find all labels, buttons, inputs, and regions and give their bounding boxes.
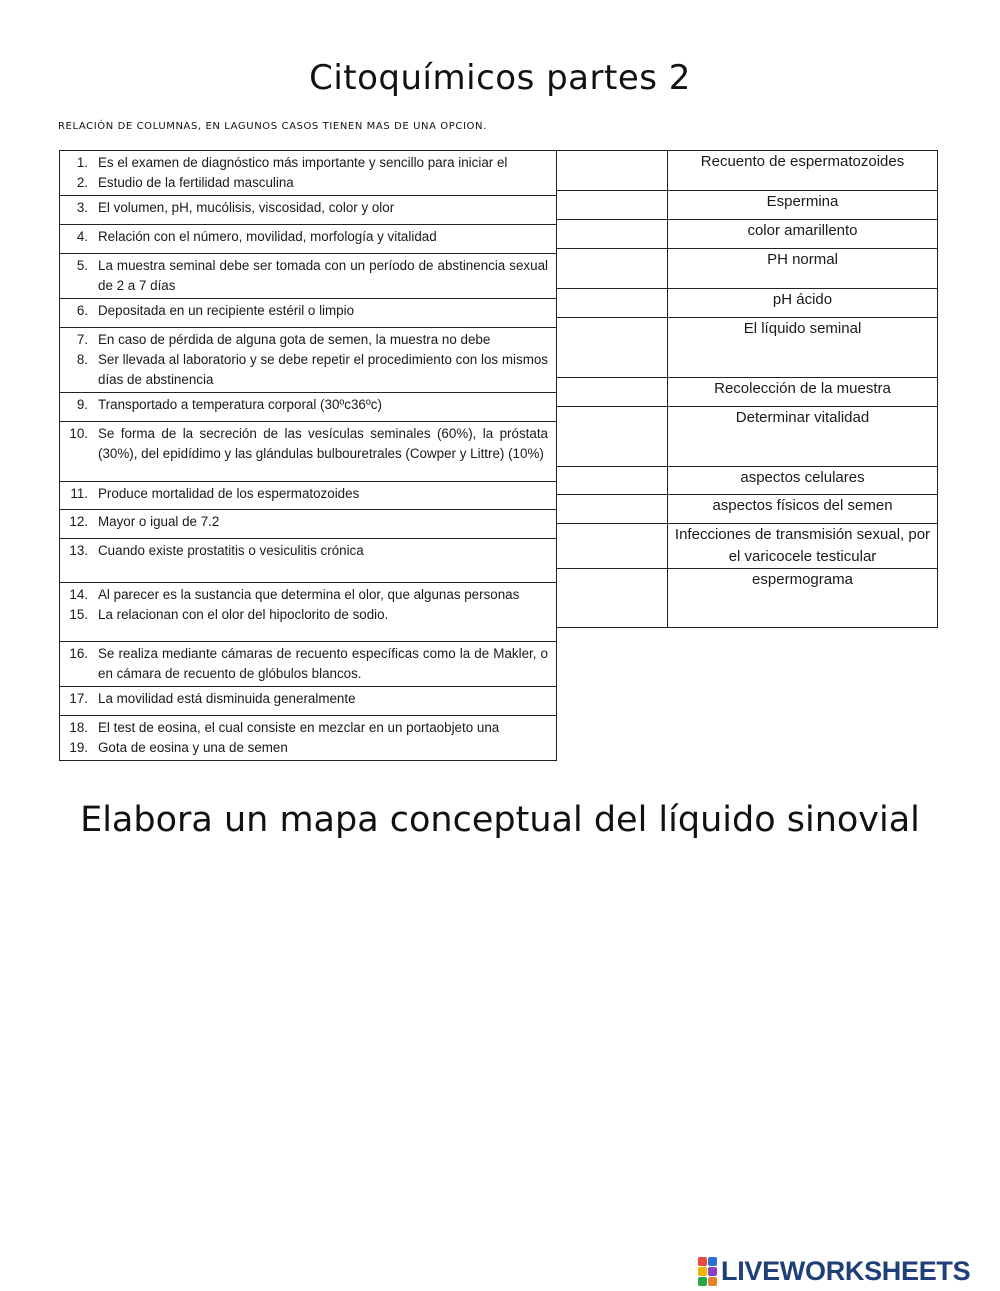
question-item xyxy=(60,738,548,758)
question-row xyxy=(60,482,557,510)
question-cell xyxy=(60,254,557,299)
answer-input-cell[interactable] xyxy=(557,249,668,289)
question-text: Produce mortalidad de los espermatozoides xyxy=(98,486,360,501)
question-cell xyxy=(60,539,557,583)
answer-option: Recuento de espermatozoides xyxy=(668,151,938,191)
question-text: El volumen, pH, mucólisis, viscosidad, color y olor xyxy=(98,200,395,215)
answer-input-cell[interactable] xyxy=(557,407,668,467)
answer-input-cell[interactable] xyxy=(557,495,668,524)
question-item xyxy=(60,585,548,605)
question-cell xyxy=(60,393,557,422)
answer-row xyxy=(557,249,938,289)
answer-option: color amarillento xyxy=(668,220,938,249)
question-number: 5. xyxy=(76,258,88,273)
question-row xyxy=(60,299,557,328)
answer-option: Recolección de la muestra xyxy=(668,378,938,407)
question-cell xyxy=(60,422,557,482)
answer-option: Espermina xyxy=(668,191,938,220)
question-row xyxy=(60,151,557,196)
question-item xyxy=(60,153,548,173)
answer-option: espermograma xyxy=(668,569,938,628)
question-item xyxy=(60,541,548,561)
question-item xyxy=(60,173,548,193)
answer-row xyxy=(557,318,938,378)
liveworksheets-brand[interactable] xyxy=(698,1256,970,1287)
question-item xyxy=(60,605,548,625)
answer-input-cell[interactable] xyxy=(557,220,668,249)
question-number: 1. xyxy=(76,155,88,170)
answer-input-cell[interactable] xyxy=(557,151,668,191)
question-text: La muestra seminal debe ser tomada con un período de abstinencia sexual de 2 a 7 días xyxy=(98,258,548,293)
question-text: Estudio de la fertilidad masculina xyxy=(98,175,294,190)
question-item xyxy=(60,350,548,390)
answer-input-cell[interactable] xyxy=(557,318,668,378)
question-text: Depositada en un recipiente estéril o limpio xyxy=(98,303,355,318)
answer-option: aspectos celulares xyxy=(668,467,938,495)
answer-option: Infecciones de transmisión sexual, por el varicocele testicular xyxy=(668,524,938,569)
question-cell xyxy=(60,328,557,393)
answer-row xyxy=(557,467,938,495)
answer-input-cell[interactable] xyxy=(557,524,668,569)
question-number: 8. xyxy=(76,352,88,367)
answer-input-cell[interactable] xyxy=(557,569,668,628)
question-row xyxy=(60,716,557,761)
question-row xyxy=(60,642,557,687)
page-title: Citoquímicos partes 2 xyxy=(309,58,691,98)
question-cell xyxy=(60,299,557,328)
question-cell xyxy=(60,716,557,761)
question-item xyxy=(60,256,548,296)
question-cell xyxy=(60,687,557,716)
question-row xyxy=(60,583,557,642)
question-number: 14. xyxy=(69,587,88,602)
question-row xyxy=(60,328,557,393)
answer-row xyxy=(557,524,938,569)
answer-row xyxy=(557,495,938,524)
answer-input-cell[interactable] xyxy=(557,191,668,220)
question-text: La relacionan con el olor del hipoclorito de sodio. xyxy=(98,607,389,622)
question-text: Transportado a temperatura corporal (30ºc36ºc) xyxy=(98,397,382,412)
brand-name: LIVEWORKSHEETS xyxy=(721,1256,971,1286)
question-row xyxy=(60,225,557,254)
question-number: 9. xyxy=(76,397,88,412)
concept-map-title: Elabora un mapa conceptual del líquido sinovial xyxy=(80,800,920,840)
answer-row xyxy=(557,289,938,318)
question-number: 13. xyxy=(69,543,88,558)
question-text: Gota de eosina y una de semen xyxy=(98,740,288,755)
question-row xyxy=(60,196,557,225)
question-number: 10. xyxy=(69,426,88,441)
question-text: Al parecer es la sustancia que determina el olor, que algunas personas xyxy=(98,587,520,602)
question-number: 4. xyxy=(76,229,88,244)
question-row xyxy=(60,510,557,539)
question-item xyxy=(60,424,548,464)
question-text: Se realiza mediante cámaras de recuento específicas como la de Makler, o en cámara de recuento de glóbulos blancos. xyxy=(98,646,548,681)
instructions: RELACIÓN DE COLUMNAS, EN LAGUNOS CASOS TIENEN MAS DE UNA OPCION. xyxy=(58,121,487,132)
question-cell xyxy=(60,642,557,687)
question-item xyxy=(60,484,548,504)
answer-input-cell[interactable] xyxy=(557,289,668,318)
answers-table xyxy=(556,150,938,628)
answer-row xyxy=(557,191,938,220)
question-text: El test de eosina, el cual consiste en mezclar en un portaobjeto una xyxy=(98,720,500,735)
question-number: 6. xyxy=(76,303,88,318)
question-text: Mayor o igual de 7.2 xyxy=(98,514,220,529)
answer-option: pH ácido xyxy=(668,289,938,318)
question-text: La movilidad está disminuida generalmente xyxy=(98,691,356,706)
question-item xyxy=(60,301,548,321)
answer-row xyxy=(557,220,938,249)
question-item xyxy=(60,689,548,709)
question-number: 7. xyxy=(76,332,88,347)
question-item xyxy=(60,330,548,350)
question-row xyxy=(60,687,557,716)
question-number: 2. xyxy=(76,175,88,190)
question-text: Ser llevada al laboratorio y se debe repetir el procedimiento con los mismos días de abstinencia xyxy=(98,352,548,387)
question-text: En caso de pérdida de alguna gota de semen, la muestra no debe xyxy=(98,332,491,347)
answer-option: PH normal xyxy=(668,249,938,289)
question-cell xyxy=(60,225,557,254)
question-number: 3. xyxy=(76,200,88,215)
answer-row xyxy=(557,151,938,191)
question-cell xyxy=(60,583,557,642)
question-number: 11. xyxy=(70,486,88,501)
question-row xyxy=(60,539,557,583)
question-item xyxy=(60,395,548,415)
question-item xyxy=(60,198,548,218)
question-number: 19. xyxy=(69,740,88,755)
question-text: Relación con el número, movilidad, morfología y vitalidad xyxy=(98,229,437,244)
answer-option: aspectos físicos del semen xyxy=(668,495,938,524)
answer-row xyxy=(557,378,938,407)
question-number: 12. xyxy=(69,514,88,529)
answer-input-cell[interactable] xyxy=(557,467,668,495)
answer-option: Determinar vitalidad xyxy=(668,407,938,467)
question-number: 18. xyxy=(69,720,88,735)
question-item xyxy=(60,512,548,532)
question-row xyxy=(60,422,557,482)
question-text: Se forma de la secreción de las vesículas seminales (60%), la próstata (30%), del epidídimo y las glándulas bulbouretrales (Cowper y Littre) (10%) xyxy=(98,426,548,461)
question-cell xyxy=(60,510,557,539)
answer-row xyxy=(557,569,938,628)
question-number: 17. xyxy=(69,691,88,706)
question-number: 16. xyxy=(69,646,88,661)
question-number: 15. xyxy=(69,607,88,622)
question-item xyxy=(60,644,548,684)
questions-table xyxy=(59,150,557,761)
answer-option: El líquido seminal xyxy=(668,318,938,378)
question-cell xyxy=(60,151,557,196)
question-cell xyxy=(60,196,557,225)
question-row xyxy=(60,254,557,299)
answer-row xyxy=(557,407,938,467)
question-cell xyxy=(60,482,557,510)
answer-input-cell[interactable] xyxy=(557,378,668,407)
liveworksheets-logo-icon xyxy=(698,1257,717,1286)
question-item xyxy=(60,718,548,738)
question-item xyxy=(60,227,548,247)
question-text: Es el examen de diagnóstico más importante y sencillo para iniciar el xyxy=(98,155,508,170)
question-row xyxy=(60,393,557,422)
question-text: Cuando existe prostatitis o vesiculitis crónica xyxy=(98,543,364,558)
